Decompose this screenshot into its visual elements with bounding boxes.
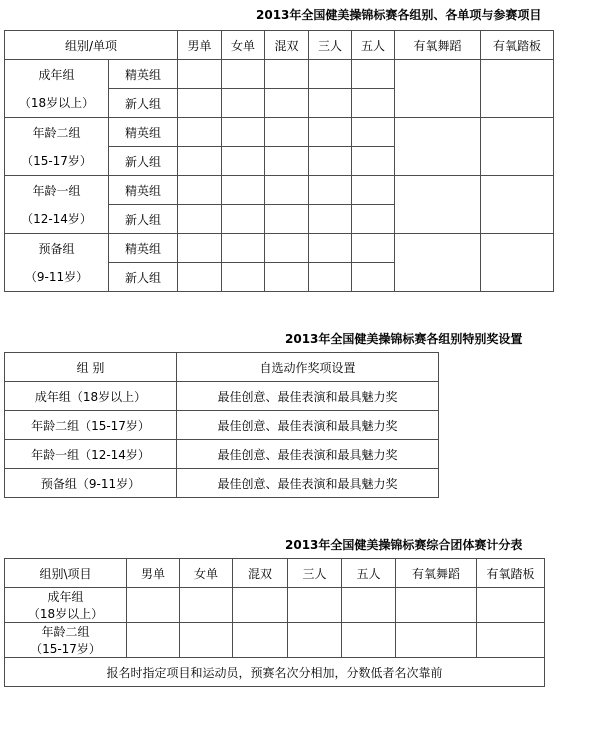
award-value: 最佳创意、最佳表演和最具魅力奖 <box>177 469 439 498</box>
empty-cell <box>395 176 481 234</box>
sub-group: 精英组 <box>109 234 178 263</box>
col-header: 女单 <box>222 31 265 60</box>
empty-cell <box>395 234 481 292</box>
group-name: 预备组 <box>38 241 75 256</box>
award-value: 最佳创意、最佳表演和最具魅力奖 <box>177 440 439 469</box>
empty-cell <box>481 118 554 176</box>
col-header: 五人 <box>342 559 396 588</box>
group-name: 年龄一组 <box>32 183 81 198</box>
award-header: 自选动作奖项设置 <box>177 353 439 382</box>
group-cell <box>5 60 109 118</box>
team-score-table <box>4 558 545 687</box>
sub-group: 新人组 <box>109 147 178 176</box>
col-header: 女单 <box>180 559 233 588</box>
sub-group: 精英组 <box>109 60 178 89</box>
table-note: 报名时指定项目和运动员，预赛名次分相加，分数低者名次靠前 <box>5 658 545 687</box>
group-age: （12-14岁） <box>21 212 92 227</box>
col-header: 男单 <box>127 559 180 588</box>
group-cell <box>5 623 127 658</box>
group-cell <box>5 176 109 234</box>
group-cell <box>5 588 127 623</box>
sub-group: 新人组 <box>109 205 178 234</box>
empty-cell <box>395 60 481 118</box>
sub-group: 精英组 <box>109 176 178 205</box>
empty-cell <box>481 60 554 118</box>
col-header: 有氧舞蹈 <box>395 31 481 60</box>
group-name: 成年组 <box>47 590 84 604</box>
group-age: （18岁以上） <box>27 607 104 621</box>
col-header: 三人 <box>288 559 342 588</box>
group-age: （9-11岁） <box>24 270 89 285</box>
group-age: （15-17岁） <box>21 154 92 169</box>
group-age: （15-17岁） <box>30 642 101 656</box>
col-header: 有氧舞蹈 <box>396 559 477 588</box>
award-value: 最佳创意、最佳表演和最具魅力奖 <box>177 382 439 411</box>
col-header: 有氧踏板 <box>477 559 545 588</box>
empty-cell <box>481 234 554 292</box>
awards-table <box>4 352 439 498</box>
group-cell <box>5 234 109 292</box>
table1-title: 2013年全国健美操锦标赛各组别、各单项与参赛项目 <box>256 8 542 22</box>
sub-group: 精英组 <box>109 118 178 147</box>
award-group: 年龄二组（15-17岁） <box>5 411 177 440</box>
award-group: 年龄一组（12-14岁） <box>5 440 177 469</box>
group-name: 年龄二组 <box>32 125 81 140</box>
col-header: 混双 <box>233 559 288 588</box>
col-header: 五人 <box>352 31 395 60</box>
group-name: 年龄二组 <box>41 625 90 639</box>
sub-group: 新人组 <box>109 263 178 292</box>
award-group: 预备组（9-11岁） <box>5 469 177 498</box>
group-header: 组别/单项 <box>5 31 178 60</box>
group-cell <box>5 118 109 176</box>
col-header: 混双 <box>265 31 309 60</box>
col-header: 三人 <box>309 31 352 60</box>
group-header: 组别\项目 <box>5 559 127 588</box>
group-age: （18岁以上） <box>18 96 95 111</box>
events-table <box>4 30 554 292</box>
group-header: 组 别 <box>5 353 177 382</box>
empty-cell <box>395 118 481 176</box>
empty-cell <box>481 176 554 234</box>
table2-title: 2013年全国健美操锦标赛各组别特别奖设置 <box>285 332 523 346</box>
award-value: 最佳创意、最佳表演和最具魅力奖 <box>177 411 439 440</box>
table3-title: 2013年全国健美操锦标赛综合团体赛计分表 <box>285 538 523 552</box>
group-name: 成年组 <box>38 67 75 82</box>
col-header: 有氧踏板 <box>481 31 554 60</box>
award-group: 成年组（18岁以上） <box>5 382 177 411</box>
col-header: 男单 <box>178 31 222 60</box>
sub-group: 新人组 <box>109 89 178 118</box>
